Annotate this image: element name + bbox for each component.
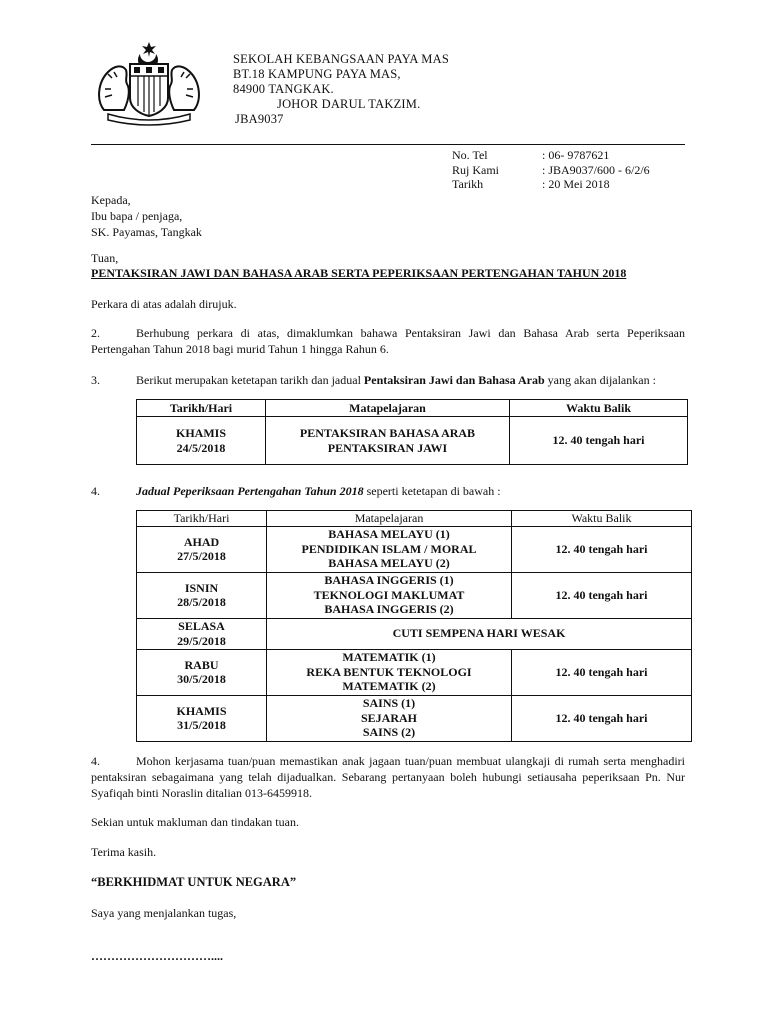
date-label: 30/5/2018 bbox=[177, 672, 226, 686]
table-row bbox=[137, 417, 688, 465]
jawi-arab-schedule-table bbox=[136, 399, 688, 465]
column-header: Tarikh/Hari bbox=[137, 511, 267, 527]
paragraph-text: seperti ketetapan di bawah : bbox=[363, 484, 501, 498]
paragraph-number: 4. bbox=[91, 484, 100, 498]
thank-you: Terima kasih. bbox=[91, 845, 157, 859]
school-address-line1: BT.18 KAMPUNG PAYA MAS, bbox=[233, 67, 401, 81]
school-code: JBA9037 bbox=[235, 112, 284, 126]
signature-line: ………………………….... bbox=[91, 949, 223, 963]
recipient-block bbox=[91, 192, 202, 240]
paragraph-2 bbox=[91, 325, 685, 357]
subject-label: MATEMATIK (2) bbox=[342, 679, 436, 694]
exam-schedule-table bbox=[136, 510, 692, 742]
subject-label: SEJARAH bbox=[360, 710, 417, 725]
paragraph-text: yang akan dijalankan : bbox=[544, 373, 656, 387]
reference-label: Ruj Kami bbox=[452, 163, 499, 177]
day-label: KHAMIS bbox=[176, 703, 227, 718]
time-cell: 12. 40 tengah hari bbox=[512, 649, 692, 695]
coat-of-arms-icon bbox=[94, 40, 204, 126]
reference-label: Tarikh bbox=[452, 177, 484, 191]
day-label: KHAMIS bbox=[175, 426, 226, 440]
time-cell: 12. 40 tengah hari bbox=[512, 695, 692, 741]
table-row bbox=[137, 649, 692, 695]
reference-label: No. Tel bbox=[452, 148, 488, 162]
subject-label: BAHASA MELAYU (2) bbox=[328, 556, 450, 571]
subject-cell bbox=[267, 695, 512, 741]
subject-label: SAINS (1) bbox=[362, 696, 416, 711]
subject-label: MATEMATIK (1) bbox=[342, 650, 436, 665]
column-header: Waktu Balik bbox=[510, 400, 688, 417]
subject-cell bbox=[267, 526, 512, 572]
signoff: Saya yang menjalankan tugas, bbox=[91, 906, 237, 920]
paragraph-bold: Pentaksiran Jawi dan Bahasa Arab bbox=[363, 373, 545, 387]
subject-label: TEKNOLOGI MAKLUMAT bbox=[313, 587, 465, 602]
column-header: Waktu Balik bbox=[512, 511, 692, 527]
date-cell bbox=[137, 572, 267, 618]
date-cell bbox=[137, 417, 266, 465]
motto: “BERKHIDMAT UNTUK NEGARA” bbox=[91, 875, 297, 889]
recipient-line: Ibu bapa / penjaga, bbox=[91, 209, 183, 223]
subject-label: BAHASA INGGERIS (2) bbox=[324, 602, 454, 617]
subject-cell bbox=[267, 649, 512, 695]
paragraph-4 bbox=[91, 483, 685, 499]
paragraph-text: Berhubung perkara di atas, dimaklumkan bahawa Pentaksiran Jawi dan Bahasa Arab serta Peperiksaan Pertengahan Tahun 2018 bagi murid Tahun 1 hingga Rahun 6. bbox=[91, 326, 685, 356]
reference-value: : 06- 9787621 bbox=[542, 148, 610, 162]
subject-title: PENTAKSIRAN JAWI DAN BAHASA ARAB SERTA PEPERIKSAAN PERTENGAHAN TAHUN 2018 bbox=[91, 266, 627, 280]
date-label: 31/5/2018 bbox=[177, 718, 226, 732]
holiday-cell: CUTI SEMPENA HARI WESAK bbox=[267, 618, 692, 649]
date-label: 24/5/2018 bbox=[176, 440, 226, 455]
column-header: Matapelajaran bbox=[267, 511, 512, 527]
column-header: Tarikh/Hari bbox=[137, 400, 266, 417]
time-cell: 12. 40 tengah hari bbox=[512, 572, 692, 618]
date-cell bbox=[137, 526, 267, 572]
date-label: 27/5/2018 bbox=[177, 549, 226, 563]
subject-label: PENDIDIKAN ISLAM / MORAL bbox=[301, 541, 477, 556]
date-cell bbox=[137, 618, 267, 649]
recipient-line: SK. Payamas, Tangkak bbox=[91, 225, 202, 239]
subject-label: REKA BENTUK TEKNOLOGI bbox=[306, 664, 472, 679]
paragraph-number: 4. bbox=[91, 754, 100, 768]
school-address-line2: 84900 TANGKAK. bbox=[233, 82, 334, 96]
date-label: 29/5/2018 bbox=[177, 633, 226, 648]
date-cell bbox=[137, 649, 267, 695]
table-row bbox=[137, 526, 692, 572]
time-cell: 12. 40 tengah hari bbox=[512, 526, 692, 572]
subject-label: BAHASA INGGERIS (1) bbox=[324, 573, 454, 588]
subject-label: PENTAKSIRAN BAHASA ARAB bbox=[299, 426, 476, 440]
table-row bbox=[137, 572, 692, 618]
column-header: Matapelajaran bbox=[266, 400, 510, 417]
subject-cell bbox=[266, 417, 510, 465]
subject-label: SAINS (2) bbox=[362, 725, 416, 740]
paragraph-5 bbox=[91, 753, 685, 801]
paragraph-number: 2. bbox=[91, 326, 100, 340]
table-row bbox=[137, 695, 692, 741]
header-divider bbox=[91, 144, 685, 145]
recipient-line: Kepada, bbox=[91, 193, 131, 207]
date-cell bbox=[137, 695, 267, 741]
table-header-row bbox=[137, 511, 692, 527]
paragraph-number: 3. bbox=[91, 373, 100, 387]
paragraph-bold: Jadual Peperiksaan Pertengahan Tahun 2018 bbox=[136, 484, 364, 498]
day-label: SELASA bbox=[178, 619, 225, 633]
subject-label: PENTAKSIRAN JAWI bbox=[327, 440, 448, 455]
date-label: 28/5/2018 bbox=[177, 595, 226, 609]
reference-value: : 20 Mei 2018 bbox=[542, 177, 610, 191]
time-cell: 12. 40 tengah hari bbox=[510, 417, 688, 465]
salutation: Tuan, bbox=[91, 251, 119, 265]
table-row bbox=[137, 618, 692, 649]
reference-sentence: Perkara di atas adalah dirujuk. bbox=[91, 297, 237, 311]
paragraph-3 bbox=[91, 372, 685, 388]
table-header-row bbox=[137, 400, 688, 417]
reference-value: : JBA9037/600 - 6/2/6 bbox=[542, 163, 650, 177]
subject-cell bbox=[267, 572, 512, 618]
school-address-line3: JOHOR DARUL TAKZIM. bbox=[277, 97, 421, 111]
school-name: SEKOLAH KEBANGSAAN PAYA MAS bbox=[233, 52, 449, 66]
day-label: ISNIN bbox=[184, 580, 219, 595]
subject-label: BAHASA MELAYU (1) bbox=[328, 527, 450, 542]
day-label: AHAD bbox=[183, 534, 220, 549]
closing-note: Sekian untuk makluman dan tindakan tuan. bbox=[91, 815, 299, 829]
paragraph-text: Mohon kerjasama tuan/puan memastikan anak jagaan tuan/puan membuat ulangkaji di rumah serta menghadiri pentaksiran sebagaimana yang telah dijadualkan. Sebarang pertanyaan boleh hubungi setiausaha peperiksaan Pn. Nur Syafiqah binti Noraslin ditalian 013-6459918. bbox=[91, 754, 685, 800]
paragraph-text: Berikut merupakan ketetapan tarikh dan jadual bbox=[136, 373, 364, 387]
day-label: RABU bbox=[184, 657, 219, 672]
